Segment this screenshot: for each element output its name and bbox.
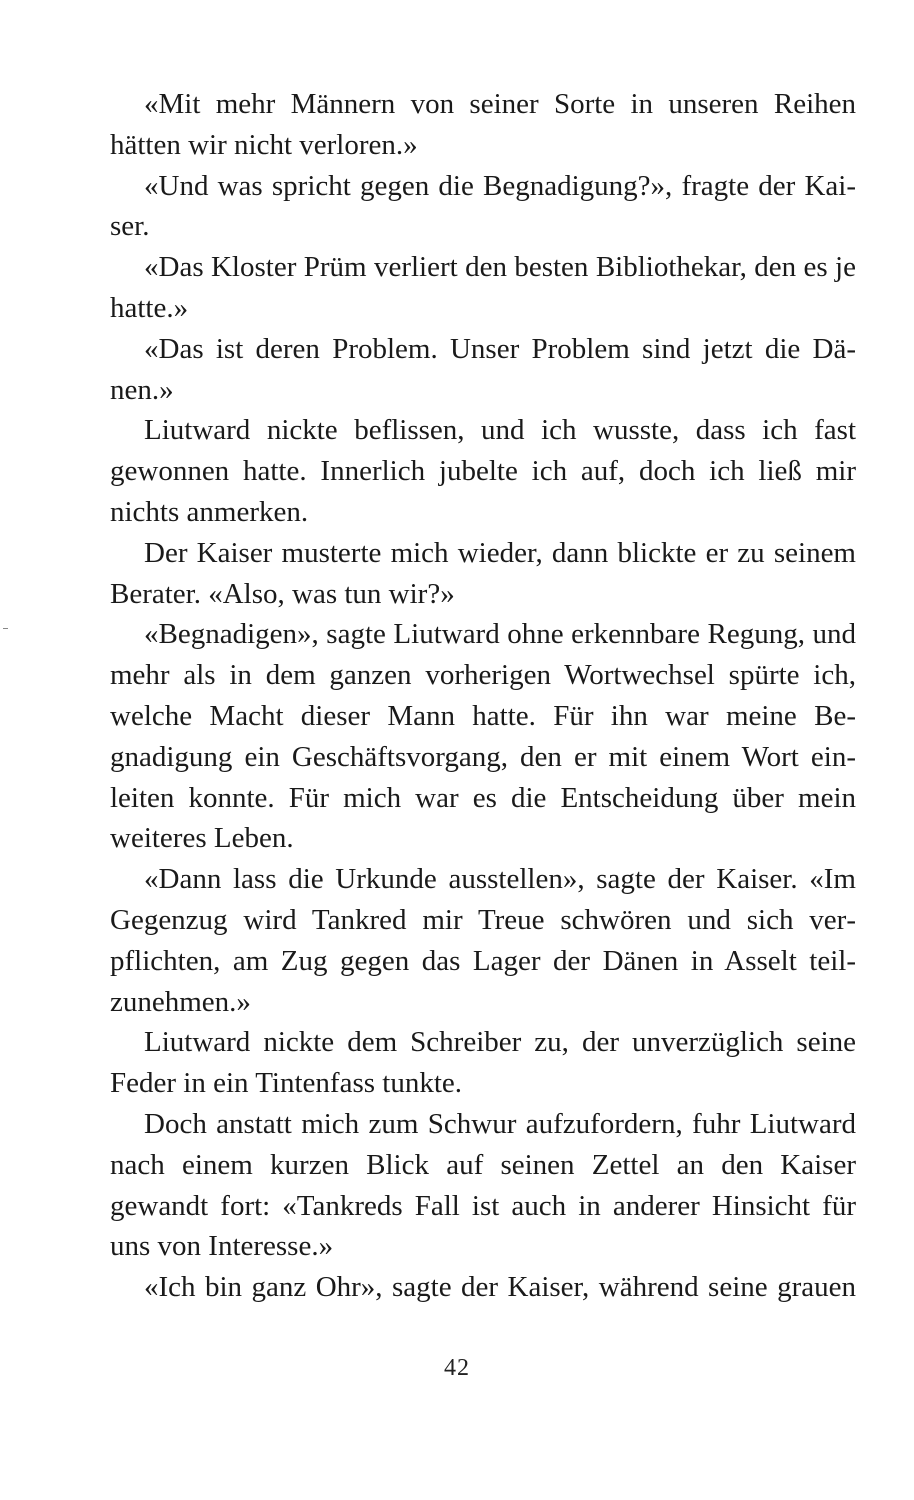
paragraph: «Mit mehr Männern von seiner Sorte in unseren Reihen hätten wir nicht verloren.» bbox=[110, 88, 856, 161]
paragraph-last: «Ich bin ganz Ohr», sagte der Kaiser, während seine grauen bbox=[144, 1271, 856, 1304]
body-text bbox=[110, 84, 856, 1308]
paragraph: «Und was spricht gegen die Begnadigung?», fragte der Kaiser. bbox=[110, 169, 856, 243]
paragraph: Liutward nickte beflissen, und ich wusste, dass ich fast gewonnen hatte. Innerlich jubelte ich auf, doch ich ließ mir nichts anmerken. bbox=[110, 414, 856, 528]
paragraph: Liutward nickte dem Schreiber zu, der unverzüglich seine Feder in ein Tintenfass tunkte. bbox=[110, 1026, 856, 1100]
paragraph: «Das ist deren Problem. Unser Problem sind jetzt die Dänen.» bbox=[110, 332, 856, 406]
paragraph: «Dann lass die Urkunde ausstellen», sagte der Kaiser. «Im Gegenzug wird Tankred mir Treue schwören und sich verpflichten, am Zug gegen das Lager der Dänen in Asselt teilzunehmen.» bbox=[110, 863, 856, 1018]
margin-mark bbox=[3, 628, 8, 629]
page-number: 42 bbox=[444, 1355, 470, 1381]
paragraph: «Begnadigen», sagte Liutward ohne erkennbare Regung, und mehr als in dem ganzen vorherigen Wortwechsel spürte ich, welche Macht dieser Mann hatte. Für ihn war meine Begnadigung ein Geschäftsvorgang, den er mit einem Wort einleiten konnte. Für mich war es die Entscheidung über mein weiteres Leben. bbox=[110, 618, 856, 855]
paragraph: Der Kaiser musterte mich wieder, dann blickte er zu seinem Berater. «Also, was tun wir?» bbox=[110, 536, 856, 610]
paragraph: Doch anstatt mich zum Schwur aufzufordern, fuhr Liutward nach einem kurzen Blick auf seinen Zettel an den Kaiser gewandt fort: «Tankreds Fall ist auch in anderer Hinsicht für uns von Interesse.» bbox=[110, 1107, 856, 1263]
paragraph: «Das Kloster Prüm verliert den besten Bibliothekar, den es je hatte.» bbox=[110, 251, 856, 324]
